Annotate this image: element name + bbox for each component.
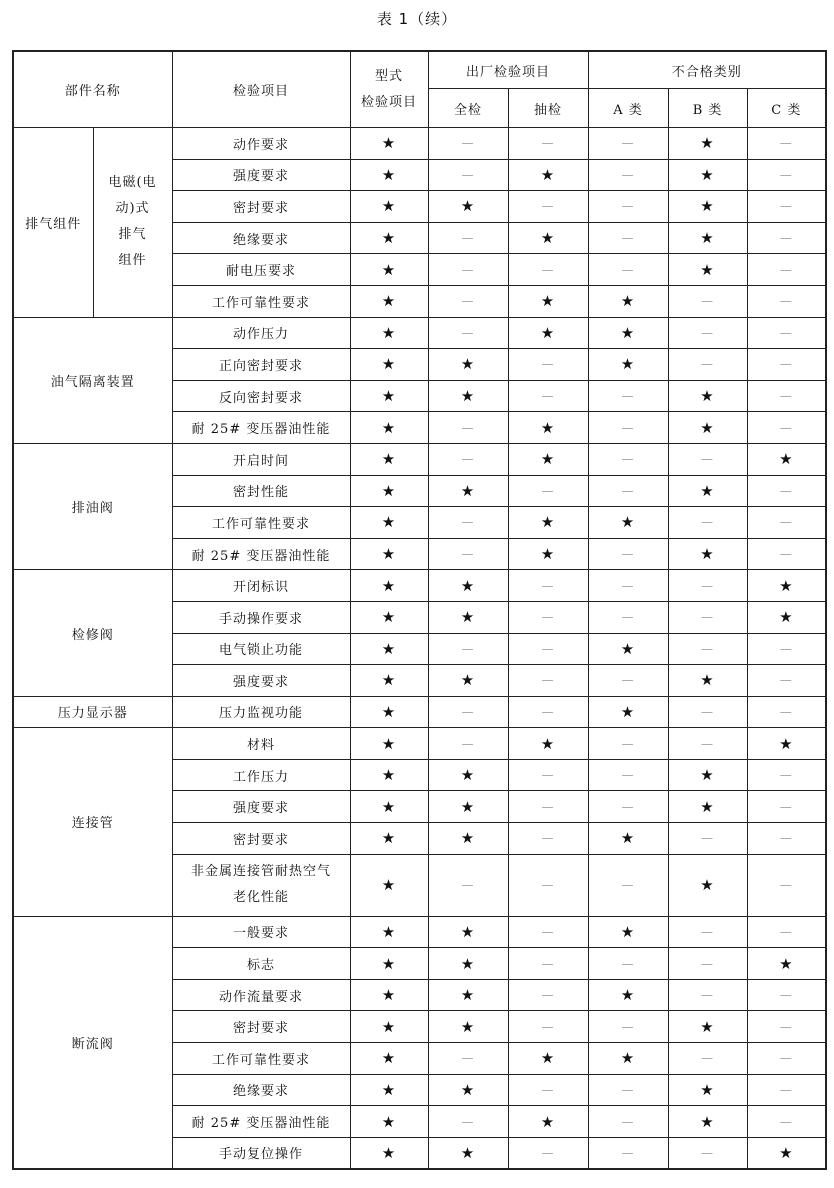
type-test-star-mark: ★ [350,128,428,160]
class-c-dash-mark: — [747,696,826,728]
sample-check-dash-mark: — [508,854,588,916]
class-c-star-mark: ★ [747,601,826,633]
sample-check-dash-mark: — [508,349,588,381]
inspection-item-cell: 密封性能 [172,475,350,507]
inspection-item-cell: 材料 [172,728,350,760]
full-check-star-mark: ★ [428,948,508,980]
part-name-cell: 油气隔离装置 [13,317,172,443]
header-full-check: 全检 [428,89,508,128]
type-test-star-mark: ★ [350,191,428,223]
class-b-dash-mark: — [668,823,747,855]
sub-part-name-line: 组件 [118,253,147,269]
type-test-star-mark: ★ [350,475,428,507]
class-a-dash-mark: — [588,1011,668,1043]
type-test-star-mark: ★ [350,380,428,412]
inspection-item-cell: 密封要求 [172,191,350,223]
inspection-item-cell: 强度要求 [172,159,350,191]
table-row [13,128,826,160]
sample-check-star-mark: ★ [508,317,588,349]
type-test-star-mark: ★ [350,222,428,254]
inspection-item-cell: 耐 25# 变压器油性能 [172,412,350,444]
inspection-item-cell: 压力监视功能 [172,696,350,728]
sample-check-dash-mark: — [508,979,588,1011]
inspection-item-cell: 动作流量要求 [172,979,350,1011]
table-row [13,317,826,349]
full-check-dash-mark: — [428,159,508,191]
sample-check-star-mark: ★ [508,412,588,444]
full-check-star-mark: ★ [428,1074,508,1106]
full-check-star-mark: ★ [428,665,508,697]
full-check-star-mark: ★ [428,916,508,948]
class-c-dash-mark: — [747,633,826,665]
table-row [13,728,826,760]
full-check-dash-mark: — [428,538,508,570]
sample-check-dash-mark: — [508,254,588,286]
class-a-dash-mark: — [588,1074,668,1106]
part-name-cell: 连接管 [13,728,172,916]
inspection-item-cell: 耐 25# 变压器油性能 [172,1106,350,1138]
sample-check-dash-mark: — [508,380,588,412]
class-b-star-mark: ★ [668,1011,747,1043]
inspection-item-cell: 动作要求 [172,128,350,160]
type-test-star-mark: ★ [350,538,428,570]
sample-check-star-mark: ★ [508,222,588,254]
class-c-star-mark: ★ [747,728,826,760]
type-test-star-mark: ★ [350,854,428,916]
sample-check-dash-mark: — [508,948,588,980]
class-c-dash-mark: — [747,538,826,570]
full-check-star-mark: ★ [428,979,508,1011]
class-b-star-mark: ★ [668,854,747,916]
part-name-cell: 检修阀 [13,570,172,696]
class-a-star-mark: ★ [588,696,668,728]
part-name-cell: 排气组件 [13,128,93,318]
sample-check-dash-mark: — [508,916,588,948]
class-c-star-mark: ★ [747,443,826,475]
sample-check-dash-mark: — [508,823,588,855]
class-a-dash-mark: — [588,1137,668,1169]
class-b-dash-mark: — [668,633,747,665]
sample-check-dash-mark: — [508,1011,588,1043]
full-check-dash-mark: — [428,317,508,349]
class-a-dash-mark: — [588,538,668,570]
header-factory-test: 出厂检验项目 [428,51,588,89]
sample-check-star-mark: ★ [508,1043,588,1075]
inspection-item-cell: 手动复位操作 [172,1137,350,1169]
sample-check-star-mark: ★ [508,538,588,570]
class-a-star-mark: ★ [588,1043,668,1075]
class-a-star-mark: ★ [588,916,668,948]
class-a-star-mark: ★ [588,349,668,381]
class-c-dash-mark: — [747,222,826,254]
inspection-item-cell: 工作可靠性要求 [172,1043,350,1075]
full-check-star-mark: ★ [428,601,508,633]
class-c-dash-mark: — [747,1106,826,1138]
full-check-star-mark: ★ [428,349,508,381]
type-test-star-mark: ★ [350,1011,428,1043]
class-b-dash-mark: — [668,979,747,1011]
class-a-dash-mark: — [588,254,668,286]
class-c-dash-mark: — [747,128,826,160]
class-b-star-mark: ★ [668,759,747,791]
type-test-star-mark: ★ [350,412,428,444]
class-a-dash-mark: — [588,1106,668,1138]
class-b-dash-mark: — [668,349,747,381]
inspection-item-cell: 电气锁止功能 [172,633,350,665]
class-c-dash-mark: — [747,759,826,791]
class-b-star-mark: ★ [668,538,747,570]
inspection-item-cell: 动作压力 [172,317,350,349]
sample-check-dash-mark: — [508,696,588,728]
type-test-star-mark: ★ [350,570,428,602]
header-class-a: A 类 [588,89,668,128]
inspection-item-cell: 标志 [172,948,350,980]
class-c-dash-mark: — [747,254,826,286]
class-b-star-mark: ★ [668,159,747,191]
full-check-dash-mark: — [428,728,508,760]
class-c-dash-mark: — [747,1074,826,1106]
sample-check-dash-mark: — [508,1137,588,1169]
class-a-dash-mark: — [588,728,668,760]
type-test-star-mark: ★ [350,443,428,475]
type-test-star-mark: ★ [350,696,428,728]
sample-check-star-mark: ★ [508,1106,588,1138]
class-b-dash-mark: — [668,443,747,475]
full-check-star-mark: ★ [428,791,508,823]
part-name-cell: 压力显示器 [13,696,172,728]
class-a-dash-mark: — [588,412,668,444]
class-b-star-mark: ★ [668,380,747,412]
full-check-dash-mark: — [428,854,508,916]
full-check-star-mark: ★ [428,1011,508,1043]
class-b-dash-mark: — [668,948,747,980]
type-test-star-mark: ★ [350,1137,428,1169]
part-name-cell: 排油阀 [13,443,172,569]
type-test-star-mark: ★ [350,317,428,349]
table-body [13,128,826,1169]
full-check-dash-mark: — [428,412,508,444]
class-a-dash-mark: — [588,791,668,823]
class-a-star-mark: ★ [588,507,668,539]
inspection-item-cell: 强度要求 [172,665,350,697]
type-test-star-mark: ★ [350,979,428,1011]
inspection-item-cell [172,854,350,916]
inspection-item-cell: 工作可靠性要求 [172,285,350,317]
header-class-c: C 类 [747,89,826,128]
inspection-item-cell: 密封要求 [172,823,350,855]
full-check-star-mark: ★ [428,475,508,507]
class-a-dash-mark: — [588,854,668,916]
sample-check-dash-mark: — [508,570,588,602]
type-test-star-mark: ★ [350,1074,428,1106]
type-test-star-mark: ★ [350,759,428,791]
class-c-dash-mark: — [747,412,826,444]
inspection-item-cell: 手动操作要求 [172,601,350,633]
class-c-dash-mark: — [747,1011,826,1043]
class-b-star-mark: ★ [668,412,747,444]
sub-part-name-cell [93,128,172,318]
inspection-item-cell: 耐 25# 变压器油性能 [172,538,350,570]
class-b-dash-mark: — [668,696,747,728]
class-c-dash-mark: — [747,285,826,317]
sample-check-dash-mark: — [508,665,588,697]
class-a-dash-mark: — [588,443,668,475]
sample-check-dash-mark: — [508,191,588,223]
full-check-star-mark: ★ [428,759,508,791]
type-test-star-mark: ★ [350,728,428,760]
class-c-dash-mark: — [747,979,826,1011]
table-row [13,443,826,475]
class-b-star-mark: ★ [668,1106,747,1138]
sample-check-star-mark: ★ [508,285,588,317]
inspection-item-cell: 开闭标识 [172,570,350,602]
class-b-star-mark: ★ [668,128,747,160]
full-check-dash-mark: — [428,443,508,475]
class-b-dash-mark: — [668,317,747,349]
sample-check-dash-mark: — [508,633,588,665]
class-b-dash-mark: — [668,1043,747,1075]
class-c-dash-mark: — [747,159,826,191]
type-test-star-mark: ★ [350,254,428,286]
sample-check-dash-mark: — [508,475,588,507]
inspection-item-cell: 工作可靠性要求 [172,507,350,539]
class-a-dash-mark: — [588,601,668,633]
inspection-table [12,50,827,1170]
full-check-dash-mark: — [428,633,508,665]
class-c-dash-mark: — [747,475,826,507]
class-b-dash-mark: — [668,916,747,948]
sample-check-star-mark: ★ [508,159,588,191]
class-c-dash-mark: — [747,317,826,349]
inspection-item-cell: 开启时间 [172,443,350,475]
class-c-star-mark: ★ [747,1137,826,1169]
full-check-dash-mark: — [428,222,508,254]
class-b-star-mark: ★ [668,254,747,286]
type-test-star-mark: ★ [350,948,428,980]
header-type-test-line2: 检验项目 [361,94,418,110]
class-c-dash-mark: — [747,823,826,855]
sample-check-star-mark: ★ [508,443,588,475]
type-test-star-mark: ★ [350,1106,428,1138]
sample-check-star-mark: ★ [508,728,588,760]
inspection-item-cell: 密封要求 [172,1011,350,1043]
full-check-dash-mark: — [428,1106,508,1138]
class-c-star-mark: ★ [747,948,826,980]
inspection-item-line: 老化性能 [233,890,290,906]
type-test-star-mark: ★ [350,507,428,539]
class-a-star-mark: ★ [588,633,668,665]
sample-check-dash-mark: — [508,759,588,791]
class-a-dash-mark: — [588,128,668,160]
sample-check-dash-mark: — [508,791,588,823]
class-b-star-mark: ★ [668,191,747,223]
class-b-star-mark: ★ [668,222,747,254]
sample-check-dash-mark: — [508,128,588,160]
full-check-dash-mark: — [428,254,508,286]
header-class-b: B 类 [668,89,747,128]
inspection-item-line: 非金属连接管耐热空气 [191,864,332,880]
class-c-star-mark: ★ [747,570,826,602]
type-test-star-mark: ★ [350,601,428,633]
type-test-star-mark: ★ [350,285,428,317]
type-test-star-mark: ★ [350,159,428,191]
inspection-item-cell: 工作压力 [172,759,350,791]
class-b-star-mark: ★ [668,1074,747,1106]
inspection-item-cell: 强度要求 [172,791,350,823]
sub-part-name-line: 电磁(电 [108,175,157,191]
header-part-name: 部件名称 [13,51,172,128]
type-test-star-mark: ★ [350,823,428,855]
class-c-dash-mark: — [747,665,826,697]
header-type-test [350,51,428,128]
header-inspection-item: 检验项目 [172,51,350,128]
type-test-star-mark: ★ [350,665,428,697]
header-sample-check: 抽检 [508,89,588,128]
type-test-star-mark: ★ [350,791,428,823]
inspection-item-cell: 反向密封要求 [172,380,350,412]
sample-check-dash-mark: — [508,601,588,633]
sub-part-name-line: 排气 [118,227,147,243]
table-row [13,570,826,602]
type-test-star-mark: ★ [350,349,428,381]
class-c-dash-mark: — [747,916,826,948]
class-c-dash-mark: — [747,1043,826,1075]
class-c-dash-mark: — [747,507,826,539]
class-b-star-mark: ★ [668,665,747,697]
full-check-star-mark: ★ [428,380,508,412]
class-a-dash-mark: — [588,159,668,191]
table-title: 表 1（续） [376,10,458,28]
class-a-star-mark: ★ [588,823,668,855]
sample-check-star-mark: ★ [508,507,588,539]
full-check-star-mark: ★ [428,191,508,223]
full-check-star-mark: ★ [428,823,508,855]
full-check-dash-mark: — [428,1043,508,1075]
full-check-dash-mark: — [428,128,508,160]
type-test-star-mark: ★ [350,633,428,665]
class-b-star-mark: ★ [668,475,747,507]
class-c-dash-mark: — [747,191,826,223]
header-type-test-line1: 型式 [375,68,404,84]
full-check-dash-mark: — [428,696,508,728]
class-a-dash-mark: — [588,475,668,507]
type-test-star-mark: ★ [350,1043,428,1075]
class-a-star-mark: ★ [588,285,668,317]
class-a-dash-mark: — [588,948,668,980]
inspection-item-cell: 耐电压要求 [172,254,350,286]
class-a-star-mark: ★ [588,979,668,1011]
inspection-item-cell: 一般要求 [172,916,350,948]
class-c-dash-mark: — [747,349,826,381]
class-a-star-mark: ★ [588,317,668,349]
full-check-star-mark: ★ [428,1137,508,1169]
class-c-dash-mark: — [747,791,826,823]
inspection-item-cell: 绝缘要求 [172,1074,350,1106]
class-b-dash-mark: — [668,285,747,317]
class-b-dash-mark: — [668,507,747,539]
inspection-item-cell: 绝缘要求 [172,222,350,254]
class-a-dash-mark: — [588,759,668,791]
class-b-dash-mark: — [668,1137,747,1169]
sub-part-name-line: 动)式 [115,201,150,217]
class-c-dash-mark: — [747,380,826,412]
full-check-star-mark: ★ [428,570,508,602]
class-b-dash-mark: — [668,570,747,602]
table-row [13,916,826,948]
table-row [13,696,826,728]
class-a-dash-mark: — [588,665,668,697]
part-name-cell: 断流阀 [13,916,172,1169]
sample-check-dash-mark: — [508,1074,588,1106]
type-test-star-mark: ★ [350,916,428,948]
full-check-dash-mark: — [428,285,508,317]
class-a-dash-mark: — [588,380,668,412]
class-a-dash-mark: — [588,191,668,223]
header-nonconform-class: 不合格类别 [588,51,826,89]
full-check-dash-mark: — [428,507,508,539]
class-a-dash-mark: — [588,570,668,602]
class-b-dash-mark: — [668,601,747,633]
class-b-star-mark: ★ [668,791,747,823]
class-b-dash-mark: — [668,728,747,760]
class-c-dash-mark: — [747,854,826,916]
class-a-dash-mark: — [588,222,668,254]
inspection-item-cell: 正向密封要求 [172,349,350,381]
